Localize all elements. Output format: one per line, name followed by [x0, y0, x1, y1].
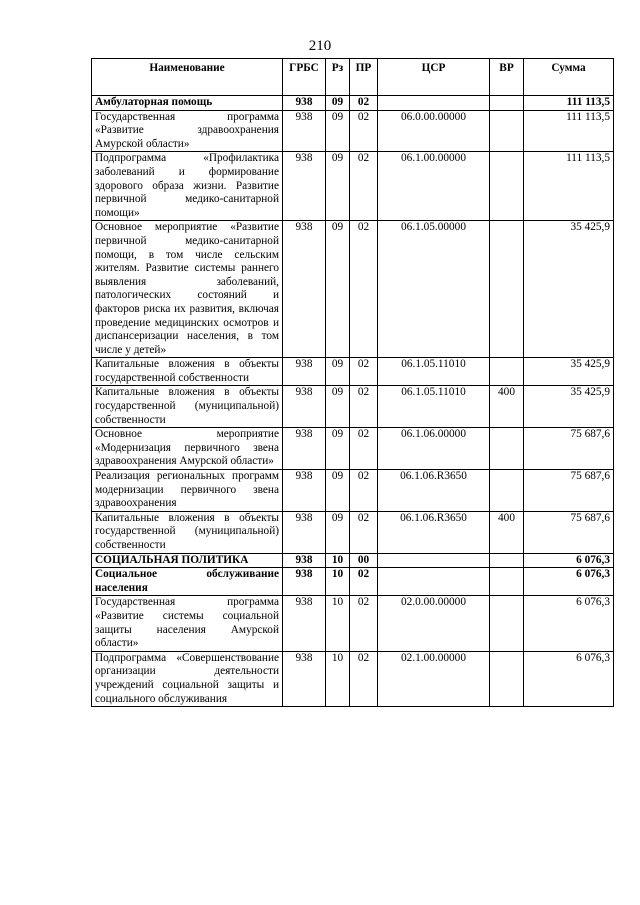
cell-vr: [490, 553, 524, 568]
cell-pr: 02: [350, 428, 378, 470]
cell-rz: 10: [326, 553, 350, 568]
table-row: [92, 470, 614, 512]
cell-pr: 02: [350, 386, 378, 428]
cell-vr: [490, 152, 524, 221]
cell-sum: 6 076,3: [524, 553, 614, 568]
cell-name: Подпрограмма «Совершенствование организации деятельности учреждений социальной защиты и социального обслуживания: [92, 651, 283, 706]
cell-vr: [490, 428, 524, 470]
cell-name: СОЦИАЛЬНАЯ ПОЛИТИКА: [92, 553, 283, 568]
cell-vr: [490, 96, 524, 111]
table-row: [92, 568, 614, 596]
table-row: [92, 596, 614, 651]
cell-rz: 09: [326, 470, 350, 512]
cell-csr: 06.1.05.11010: [378, 386, 490, 428]
cell-sum: 6 076,3: [524, 651, 614, 706]
table-row: [92, 152, 614, 221]
cell-vr: [490, 110, 524, 152]
cell-name: Основное мероприятие «Модернизация первичного звена здравоохранения Амурской области»: [92, 428, 283, 470]
cell-csr: 06.1.06.00000: [378, 428, 490, 470]
header-csr: ЦСР: [378, 59, 490, 96]
table-row: [92, 553, 614, 568]
cell-rz: 09: [326, 221, 350, 358]
cell-rz: 09: [326, 358, 350, 386]
cell-rz: 10: [326, 596, 350, 651]
cell-vr: [490, 651, 524, 706]
cell-csr: 02.0.00.00000: [378, 596, 490, 651]
cell-pr: 02: [350, 221, 378, 358]
cell-grbs: 938: [283, 568, 326, 596]
cell-vr: [490, 470, 524, 512]
cell-pr: 00: [350, 553, 378, 568]
cell-rz: 10: [326, 568, 350, 596]
cell-rz: 10: [326, 651, 350, 706]
cell-name: Реализация региональных программ модернизации первичного звена здравоохранения: [92, 470, 283, 512]
cell-csr: 06.0.00.00000: [378, 110, 490, 152]
cell-rz: 09: [326, 511, 350, 553]
table-row: [92, 96, 614, 111]
cell-rz: 09: [326, 110, 350, 152]
cell-grbs: 938: [283, 221, 326, 358]
cell-sum: 75 687,6: [524, 428, 614, 470]
header-grbs: ГРБС: [283, 59, 326, 96]
cell-sum: 6 076,3: [524, 568, 614, 596]
cell-vr: [490, 596, 524, 651]
cell-pr: 02: [350, 358, 378, 386]
cell-csr: [378, 96, 490, 111]
cell-csr: 02.1.00.00000: [378, 651, 490, 706]
header-rz: Рз: [326, 59, 350, 96]
cell-vr: 400: [490, 386, 524, 428]
cell-name: Социальное обслуживание населения: [92, 568, 283, 596]
cell-pr: 02: [350, 568, 378, 596]
cell-pr: 02: [350, 152, 378, 221]
cell-sum: 75 687,6: [524, 511, 614, 553]
header-pr: ПР: [350, 59, 378, 96]
cell-grbs: 938: [283, 553, 326, 568]
cell-csr: 06.1.06.R3650: [378, 511, 490, 553]
cell-sum: 111 113,5: [524, 152, 614, 221]
cell-rz: 09: [326, 96, 350, 111]
cell-sum: 111 113,5: [524, 110, 614, 152]
cell-pr: 02: [350, 96, 378, 111]
cell-grbs: 938: [283, 511, 326, 553]
header-vr: ВР: [490, 59, 524, 96]
table-row: [92, 221, 614, 358]
cell-grbs: 938: [283, 96, 326, 111]
page-number: 210: [308, 38, 332, 54]
cell-grbs: 938: [283, 152, 326, 221]
table-header-row: [92, 59, 614, 96]
cell-name: Подпрограмма «Профилактика заболеваний и формирование здорового образа жизни. Развитие первичной медико-санитарной помощи»: [92, 152, 283, 221]
header-name: Наименование: [92, 59, 283, 96]
header-sum: Сумма: [524, 59, 614, 96]
cell-name: Капитальные вложения в объекты государственной (муниципальной) собственности: [92, 386, 283, 428]
cell-rz: 09: [326, 152, 350, 221]
cell-pr: 02: [350, 110, 378, 152]
cell-csr: 06.1.05.00000: [378, 221, 490, 358]
cell-sum: 75 687,6: [524, 470, 614, 512]
cell-grbs: 938: [283, 358, 326, 386]
cell-grbs: 938: [283, 470, 326, 512]
cell-pr: 02: [350, 470, 378, 512]
cell-name: Основное мероприятие «Развитие первичной медико-санитарной помощи, в том числе сельским жителям. Развитие системы раннего выявления заболеваний, патологических состояний и факторов риска их развития, включая проведение медицинских осмотров и диспансеризации населения, в том числе у детей»: [92, 221, 283, 358]
cell-vr: [490, 221, 524, 358]
table-row: [92, 110, 614, 152]
cell-csr: [378, 553, 490, 568]
cell-csr: 06.1.00.00000: [378, 152, 490, 221]
cell-pr: 02: [350, 596, 378, 651]
budget-table: [91, 58, 614, 707]
table-row: [92, 386, 614, 428]
table-row: [92, 358, 614, 386]
cell-vr: [490, 568, 524, 596]
cell-csr: 06.1.06.R3650: [378, 470, 490, 512]
cell-sum: 6 076,3: [524, 596, 614, 651]
cell-rz: 09: [326, 428, 350, 470]
cell-grbs: 938: [283, 428, 326, 470]
cell-name: Государственная программа «Развитие здравоохранения Амурской области»: [92, 110, 283, 152]
cell-sum: 35 425,9: [524, 358, 614, 386]
cell-csr: 06.1.05.11010: [378, 358, 490, 386]
cell-vr: 400: [490, 511, 524, 553]
cell-sum: 111 113,5: [524, 96, 614, 111]
table-row: [92, 511, 614, 553]
cell-sum: 35 425,9: [524, 386, 614, 428]
cell-name: Государственная программа «Развитие системы социальной защиты населения Амурской области»: [92, 596, 283, 651]
cell-pr: 02: [350, 511, 378, 553]
cell-name: Амбулаторная помощь: [92, 96, 283, 111]
table-row: [92, 651, 614, 706]
cell-csr: [378, 568, 490, 596]
table-row: [92, 428, 614, 470]
cell-rz: 09: [326, 386, 350, 428]
cell-grbs: 938: [283, 596, 326, 651]
cell-grbs: 938: [283, 110, 326, 152]
cell-grbs: 938: [283, 651, 326, 706]
cell-name: Капитальные вложения в объекты государственной (муниципальной) собственности: [92, 511, 283, 553]
cell-name: Капитальные вложения в объекты государственной собственности: [92, 358, 283, 386]
cell-sum: 35 425,9: [524, 221, 614, 358]
cell-grbs: 938: [283, 386, 326, 428]
cell-pr: 02: [350, 651, 378, 706]
cell-vr: [490, 358, 524, 386]
